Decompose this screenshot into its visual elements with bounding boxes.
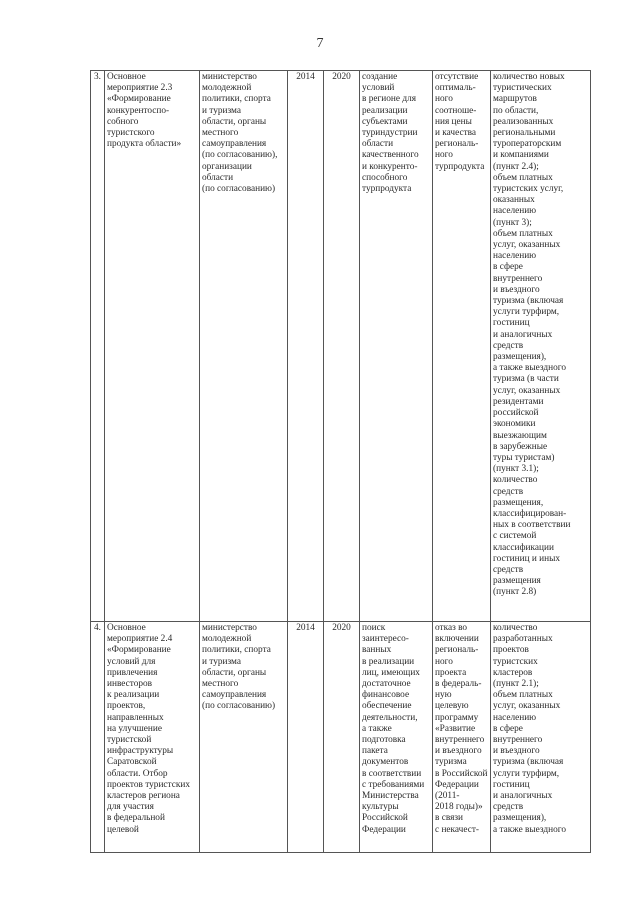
related-indicators: количество новых туристических маршрутов по области, реализованных региональными туроператорским и компаниями (пункт 2.4); объем платных туристских услуг, оказанных населению (пункт 3); объем платных услуг, оказанных населению в сфере внутреннего и въездного туризма (включая услуги турфирм, гостиниц и аналогичных средств размещения), а также выездного туризма (в части услуг, оказанных резидентами российской экономики выезжающим в зарубежные туры туристам) (пункт 3.1); количество средств размещения, классифицирован- ных в соответствии с системой классификации гостиниц и иных средств размещения (пункт 2.8) — [491, 71, 591, 622]
responsible-executor: министерство молодежной политики, спорта и туризма области, органы местного самоуправления (по согласованию), организации области (по согласованию) — [200, 71, 288, 622]
non-implementation-consequence: отказ во включении региональ- ного проекта в федераль- ную целевую программу «Развитие внутреннего и въездного туризма в Российской Федерации (2011- 2018 годы)» в связи с некачест- — [433, 622, 491, 853]
measure-name: Основное мероприятие 2.3 «Формирование конкурентоспо- собного туристского продукта области» — [105, 71, 200, 622]
end-year: 2020 — [324, 622, 360, 853]
non-implementation-consequence: отсутствие оптималь- ного соотноше- ния цены и качества региональ- ного турпродукта — [433, 71, 491, 622]
responsible-executor: министерство молодежной политики, спорта и туризма области, органы местного самоуправления (по согласованию) — [200, 622, 288, 853]
measure-name: Основное мероприятие 2.4 «Формирование условий для привлечения инвесторов к реализации проектов, направленных на улучшение туристской инфраструктуры Саратовской области. Отбор проектов туристских кластеров региона для участия в федеральной целевой — [105, 622, 200, 853]
expected-result: поиск заинтересо- ванных в реализации лиц, имеющих достаточное финансовое обеспечение деятельности, а также подготовка пакета документов в соответствии с требованиями Министерства культуры Российской Федерации — [360, 622, 433, 853]
table-row — [91, 71, 591, 622]
expected-result: создание условий в регионе для реализации субъектами туриндустрии области качественного и конкуренто- способного турпродукта — [360, 71, 433, 622]
start-year: 2014 — [288, 622, 324, 853]
table-row — [91, 622, 591, 853]
row-number: 4. — [91, 622, 105, 853]
start-year: 2014 — [288, 71, 324, 622]
end-year: 2020 — [324, 71, 360, 622]
row-number: 3. — [91, 71, 105, 622]
page-number: 7 — [316, 36, 324, 51]
related-indicators: количество разработанных проектов туристских кластеров (пункт 2.1); объем платных услуг, оказанных населению в сфере внутреннего и въездного туризма (включая услуги турфирм, гостиниц и аналогичных средств размещения), а также выездного — [491, 622, 591, 853]
measures-table — [90, 70, 591, 853]
